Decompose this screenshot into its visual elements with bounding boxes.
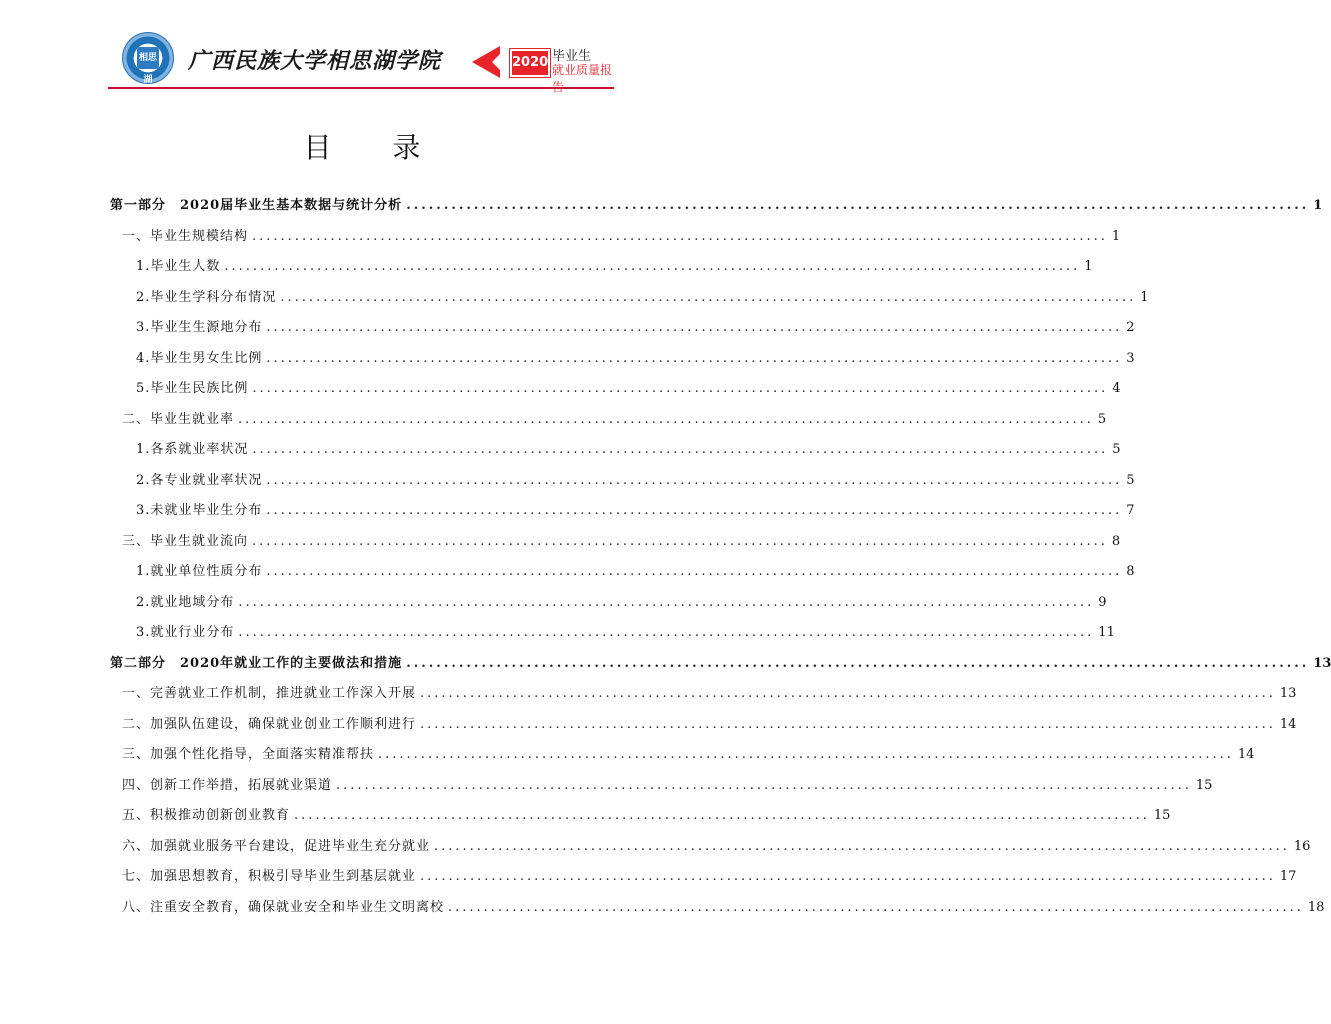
toc-entry-label: 2.各专业就业率状况 bbox=[136, 472, 263, 488]
header-divider bbox=[108, 87, 614, 89]
toc-entry[interactable] bbox=[122, 865, 1297, 885]
toc-entry[interactable] bbox=[122, 225, 1121, 245]
toc-leader-dots: ........................................................................................................................ bbox=[420, 716, 1276, 732]
toc-entry-page: 8 bbox=[1126, 564, 1135, 579]
toc-entry-label: 五、积极推动创新创业教育 bbox=[122, 808, 291, 823]
toc-entry-label: 2.就业地域分布 bbox=[136, 594, 235, 610]
toc-entry-page: 17 bbox=[1279, 869, 1297, 884]
toc-entry[interactable] bbox=[136, 621, 1115, 641]
toc-entry-page: 1 bbox=[1140, 289, 1149, 305]
toc-entry-page: 1 bbox=[1084, 259, 1093, 274]
toc-entry[interactable] bbox=[110, 194, 1323, 214]
toc-entry-label: 4.毕业生男女生比例 bbox=[136, 350, 263, 366]
toc-leader-dots: ........................................................................................................................ bbox=[252, 228, 1108, 244]
toc-entry-label: 四、创新工作举措，拓展就业渠道 bbox=[122, 777, 333, 793]
toc-entry-label: 5.毕业生民族比例 bbox=[136, 381, 249, 396]
toc-leader-dots: ........................................................................................................................ bbox=[280, 289, 1137, 305]
logo-emblem: 相思湖 bbox=[137, 47, 159, 69]
toc-entry-page: 5 bbox=[1112, 442, 1121, 457]
toc-entry-label: 三、加强个性化指导，全面落实精准帮扶 bbox=[122, 747, 375, 762]
toc-entry-page: 15 bbox=[1153, 808, 1171, 823]
toc-entry-label: 第二部分 2020年就业工作的主要做法和措施 bbox=[110, 655, 403, 671]
toc-entry-page: 1 bbox=[1313, 198, 1323, 213]
toc-leader-dots: ........................................................................................................................ bbox=[336, 777, 1192, 793]
toc-entry[interactable] bbox=[110, 652, 1331, 672]
toc-entry-page: 11 bbox=[1098, 625, 1115, 640]
toc-entry-page: 15 bbox=[1195, 777, 1213, 793]
flag-notch-decoration bbox=[492, 52, 502, 72]
toc-entry[interactable] bbox=[122, 713, 1297, 733]
toc-leader-dots: ........................................................................................................................ bbox=[238, 594, 1095, 610]
toc-entry-label: 八、注重安全教育，确保就业安全和毕业生文明离校 bbox=[122, 899, 445, 915]
toc-entry[interactable] bbox=[122, 774, 1213, 794]
toc-entry-label: 一、完善就业工作机制，推进就业工作深入开展 bbox=[122, 686, 417, 701]
toc-entry-page: 13 bbox=[1313, 655, 1331, 671]
report-year-badge: 2020 bbox=[510, 49, 550, 77]
toc-leader-dots: ........................................................................................................................ bbox=[448, 899, 1304, 915]
school-logo bbox=[122, 32, 174, 84]
toc-entry-label: 1.毕业生人数 bbox=[136, 259, 221, 274]
school-name: 广西民族大学相思湖学院 bbox=[188, 48, 442, 74]
toc-entry[interactable] bbox=[122, 530, 1121, 550]
toc-entry[interactable] bbox=[136, 591, 1107, 611]
toc-leader-dots: ........................................................................................................................ bbox=[378, 747, 1234, 762]
toc-entry[interactable] bbox=[122, 408, 1107, 428]
toc-entry-page: 9 bbox=[1098, 594, 1107, 610]
toc-entry-page: 14 bbox=[1279, 716, 1297, 732]
toc-entry[interactable] bbox=[136, 560, 1135, 580]
toc-entry-label: 1.就业单位性质分布 bbox=[136, 564, 263, 579]
toc-leader-dots: ........................................................................................................................ bbox=[434, 838, 1290, 854]
toc-entry-page: 8 bbox=[1111, 533, 1121, 549]
toc-entry[interactable] bbox=[136, 347, 1135, 367]
toc-entry-page: 16 bbox=[1293, 838, 1311, 854]
toc-leader-dots: ........................................................................................................................ bbox=[266, 564, 1123, 579]
toc-leader-dots: ........................................................................................................................ bbox=[420, 686, 1276, 701]
toc-entry-label: 二、加强队伍建设，确保就业创业工作顺利进行 bbox=[122, 716, 417, 732]
toc-entry[interactable] bbox=[122, 804, 1171, 824]
report-badge-line1: 毕业生 bbox=[552, 49, 592, 64]
toc-entry-label: 二、毕业生就业率 bbox=[122, 411, 235, 427]
toc-entry-page: 13 bbox=[1279, 686, 1297, 701]
toc-entry[interactable] bbox=[136, 286, 1149, 306]
toc-entry[interactable] bbox=[136, 469, 1135, 489]
toc-entry[interactable] bbox=[136, 255, 1093, 275]
toc-entry-label: 1.各系就业率状况 bbox=[136, 442, 249, 457]
toc-entry[interactable] bbox=[122, 682, 1297, 702]
toc-entry[interactable] bbox=[122, 896, 1325, 916]
toc-entry-label: 3.就业行业分布 bbox=[136, 625, 235, 640]
toc-leader-dots: ........................................................................................................................ bbox=[266, 350, 1123, 366]
toc-entry-page: 7 bbox=[1126, 503, 1135, 518]
toc-leader-dots: ........................................................................................................................ bbox=[252, 381, 1109, 396]
toc-entry-label: 三、毕业生就业流向 bbox=[122, 533, 249, 549]
toc-entry-page: 2 bbox=[1126, 320, 1135, 335]
page-header bbox=[108, 26, 614, 92]
toc-entry-page: 5 bbox=[1126, 472, 1135, 488]
toc-leader-dots: ........................................................................................................................ bbox=[252, 533, 1108, 549]
report-badge-line2: 就业质量报 bbox=[552, 63, 613, 77]
toc-entry-page: 18 bbox=[1307, 899, 1325, 915]
toc-entry-label: 3.未就业毕业生分布 bbox=[136, 503, 263, 518]
toc-leader-dots: ........................................................................................................................ bbox=[420, 869, 1276, 884]
toc-entry-page: 4 bbox=[1112, 381, 1121, 396]
toc-entry-label: 第一部分 2020届毕业生基本数据与统计分析 bbox=[110, 198, 403, 213]
toc-entry-page: 14 bbox=[1237, 747, 1255, 762]
toc-leader-dots: ........................................................................................................................ bbox=[266, 472, 1123, 488]
toc-leader-dots: ........................................................................................................................ bbox=[252, 442, 1109, 457]
toc-entry[interactable] bbox=[122, 835, 1311, 855]
toc-leader-dots: ........................................................................................................................ bbox=[266, 320, 1123, 335]
toc-leader-dots: ........................................................................................................................ bbox=[406, 198, 1310, 213]
toc-entry[interactable] bbox=[136, 377, 1121, 397]
toc-leader-dots: ........................................................................................................................ bbox=[238, 625, 1095, 640]
toc-entry-label: 一、毕业生规模结构 bbox=[122, 228, 249, 244]
toc-entry[interactable] bbox=[136, 499, 1135, 519]
toc-entry-page: 5 bbox=[1097, 411, 1107, 427]
toc-entry-label: 2.毕业生学科分布情况 bbox=[136, 289, 277, 305]
toc-entry[interactable] bbox=[136, 316, 1135, 336]
toc-entry-label: 3.毕业生生源地分布 bbox=[136, 320, 263, 335]
toc-entry-label: 七、加强思想教育，积极引导毕业生到基层就业 bbox=[122, 869, 417, 884]
toc-leader-dots: ........................................................................................................................ bbox=[238, 411, 1094, 427]
toc-entry[interactable] bbox=[122, 743, 1255, 763]
toc-entry-page: 3 bbox=[1126, 350, 1135, 366]
toc-leader-dots: ........................................................................................................................ bbox=[294, 808, 1150, 823]
toc-entry[interactable] bbox=[136, 438, 1121, 458]
toc-leader-dots: ........................................................................................................................ bbox=[406, 655, 1310, 671]
toc-leader-dots: ........................................................................................................................ bbox=[224, 259, 1081, 274]
toc-entry-page: 1 bbox=[1111, 228, 1121, 244]
page-title: 目 录 bbox=[303, 131, 447, 164]
toc-leader-dots: ........................................................................................................................ bbox=[266, 503, 1123, 518]
toc-entry-label: 六、加强就业服务平台建设，促进毕业生充分就业 bbox=[122, 838, 431, 854]
